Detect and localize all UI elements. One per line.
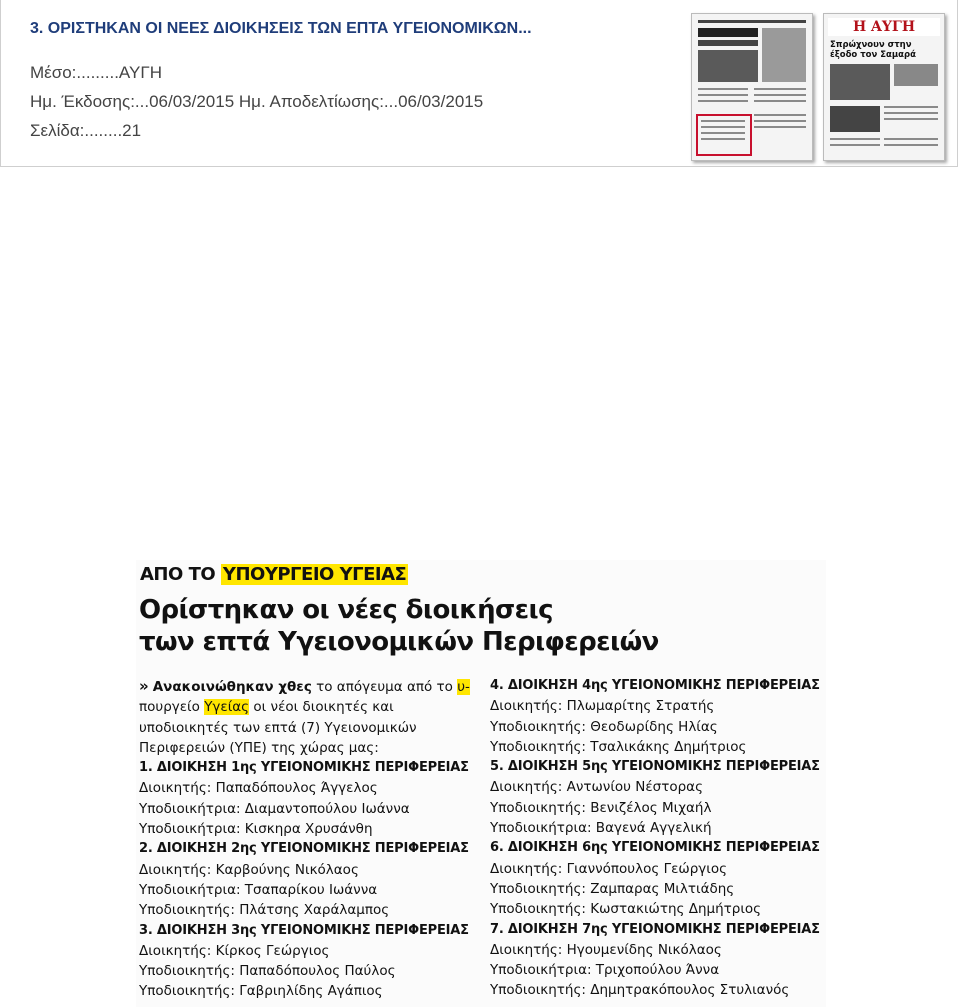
staff-row: Υποδιοικητής: Παπαδόπουλος Παύλος: [139, 963, 396, 980]
intro-text: οι νέοι διοικητές και υποδιοικητές των επτά (7) Υγειονομικών Περιφερειών (ΥΠΕ) της χώρας μας:: [139, 699, 417, 756]
thumb-text-line: [754, 120, 806, 122]
intro-text: πουργείο: [139, 699, 205, 716]
page-thumbnail-inner[interactable]: [691, 13, 813, 161]
staff-row: Υποδιοικήτρια: Τριχοπούλου Άννα: [490, 962, 720, 979]
staff-row: Υποδιοικητής: Δημητρακόπουλος Στυλιανός: [490, 982, 790, 999]
thumb-headline: Σπρώχνουν στην έξοδο τον Σαμαρά: [830, 40, 916, 60]
section-heading: 6. ΔΙΟΙΚΗΣΗ 6ης ΥΓΕΙΟΝΟΜΙΚΗΣ ΠΕΡΙΦΕΡΕΙΑΣ: [490, 840, 820, 856]
record-title[interactable]: 3. ΟΡΙΣΤΗΚΑΝ ΟΙ ΝΕΕΣ ΔΙΟΙΚΗΣΕΙΣ ΤΩΝ ΕΠΤΑ ΥΓΕΙΟΝΟΜΙΚΩΝ...: [30, 20, 532, 37]
staff-row: Υποδιοικήτρια: Διαμαντοπούλου Ιωάννα: [139, 800, 410, 817]
kicker-prefix: ΑΠΟ ΤΟ: [140, 564, 221, 585]
record-medium: Μέσο:.........ΑΥΓΗ: [30, 63, 162, 82]
section-heading: 3. ΔΙΟΙΚΗΣΗ 3ης ΥΓΕΙΟΝΟΜΙΚΗΣ ΠΕΡΙΦΕΡΕΙΑΣ: [139, 922, 469, 938]
thumb-text-line: [884, 118, 938, 120]
thumb-text-line: [698, 94, 748, 96]
thumb-photo: [830, 64, 890, 100]
staff-row: Υποδιοικητής: Θεοδωρίδης Ηλίας: [490, 718, 718, 735]
thumb-text-line: [698, 100, 748, 102]
thumb-text-line: [754, 94, 806, 96]
staff-row: Υποδιοικήτρια: Κισκηρα Χρυσάνθη: [139, 821, 373, 838]
intro-text: το απόγευμα από το: [311, 679, 458, 695]
thumb-text-line: [701, 120, 745, 122]
headline-line: των επτά Υγειονομικών Περιφερειών: [139, 627, 659, 657]
arrow-icon: »: [139, 677, 149, 695]
thumb-text-line: [701, 138, 745, 140]
page-thumbnail-front[interactable]: [823, 13, 945, 161]
thumb-text-line: [830, 138, 880, 140]
record-page: Σελίδα:........21: [30, 121, 142, 140]
thumb-text-line: [701, 126, 745, 128]
staff-row: Διοικητής: Πλωμαρίτης Στρατής: [490, 698, 715, 715]
staff-row: Υποδιοικήτρια: Τσαπαρίκου Ιωάννα: [139, 881, 378, 898]
intro-highlight: υ-: [457, 679, 470, 695]
kicker-highlight: ΥΠΟΥΡΓΕΙΟ ΥΓΕΙΑΣ: [222, 564, 407, 585]
thumb-text-line: [701, 132, 745, 134]
clipping-column-right: [490, 676, 825, 1001]
section-heading: 5. ΔΙΟΙΚΗΣΗ 5ης ΥΓΕΙΟΝΟΜΙΚΗΣ ΠΕΡΙΦΕΡΕΙΑΣ: [490, 759, 820, 775]
thumb-photo: [762, 28, 806, 82]
intro-highlight: Υγείας: [204, 699, 250, 716]
staff-row: Υποδιοικητής: Ζαμπαρας Μιλτιάδης: [490, 880, 735, 897]
section-heading: 7. ΔΙΟΙΚΗΣΗ 7ης ΥΓΕΙΟΝΟΜΙΚΗΣ ΠΕΡΙΦΕΡΕΙΑΣ: [490, 921, 820, 937]
staff-row: Υποδιοικητής: Γαβριηλίδης Αγάπιος: [139, 983, 383, 1000]
thumb-photo: [830, 106, 880, 132]
intro-bold: Ανακοινώθηκαν χθες: [152, 679, 312, 695]
staff-row: Διοικητής: Καρβούνης Νικόλαος: [139, 861, 359, 878]
thumb-heading-block: [698, 28, 758, 37]
clipping-headline: [139, 594, 819, 658]
staff-row: Διοικητής: Ηγουμενίδης Νικόλαος: [490, 941, 722, 958]
staff-row: Υποδιοικητής: Κωστακιώτης Δημήτριος: [490, 901, 762, 918]
thumb-photo: [698, 50, 758, 82]
staff-row: Υποδιοικητής: Πλάτσης Χαράλαμπος: [139, 902, 390, 919]
thumb-text-line: [830, 144, 880, 146]
staff-row: Διοικητής: Κίρκος Γεώργιος: [139, 942, 330, 959]
thumb-text-line: [884, 106, 938, 108]
thumb-text-line: [884, 112, 938, 114]
thumb-text-line: [884, 138, 938, 140]
thumb-text-line: [884, 144, 938, 146]
staff-row: Διοικητής: Γιαννόπουλος Γεώργιος: [490, 860, 728, 877]
staff-row: Υποδιοικητής: Βενιζέλος Μιχαήλ: [490, 799, 712, 816]
section-heading: 4. ΔΙΟΙΚΗΣΗ 4ης ΥΓΕΙΟΝΟΜΙΚΗΣ ΠΕΡΙΦΕΡΕΙΑΣ: [490, 678, 820, 693]
clipping-intro: [139, 676, 474, 758]
thumb-rule: [698, 20, 806, 23]
thumb-text-line: [754, 126, 806, 128]
thumb-text-line: [754, 100, 806, 102]
clipping-column-left: [139, 676, 474, 1002]
clipping-kicker: [140, 564, 408, 585]
thumb-photo: [894, 64, 938, 86]
thumb-text-line: [698, 88, 748, 90]
thumb-text-line: [754, 88, 806, 90]
section-heading: 2. ΔΙΟΙΚΗΣΗ 2ης ΥΓΕΙΟΝΟΜΙΚΗΣ ΠΕΡΙΦΕΡΕΙΑΣ: [139, 841, 469, 857]
newspaper-clipping: [136, 560, 826, 1007]
thumb-masthead: Η ΑΥΓΗ: [828, 18, 940, 36]
staff-row: Υποδιοικήτρια: Βαγενά Αγγελική: [490, 820, 712, 837]
thumb-text-line: [754, 114, 806, 116]
headline-line: Ορίστηκαν οι νέες διοικήσεις: [139, 595, 553, 625]
staff-row: Διοικητής: Αντωνίου Νέστορας: [490, 779, 704, 796]
staff-row: Υποδιοικητής: Τσαλικάκης Δημήτριος: [490, 738, 747, 755]
section-heading: 1. ΔΙΟΙΚΗΣΗ 1ης ΥΓΕΙΟΝΟΜΙΚΗΣ ΠΕΡΙΦΕΡΕΙΑΣ: [139, 760, 469, 776]
press-record-header: [0, 0, 958, 167]
record-dates: Ημ. Έκδοσης:...06/03/2015 Ημ. Αποδελτίωσης:...06/03/2015: [30, 92, 484, 111]
thumb-heading-block: [698, 40, 758, 46]
staff-row: Διοικητής: Παπαδόπουλος Άγγελος: [139, 780, 378, 797]
